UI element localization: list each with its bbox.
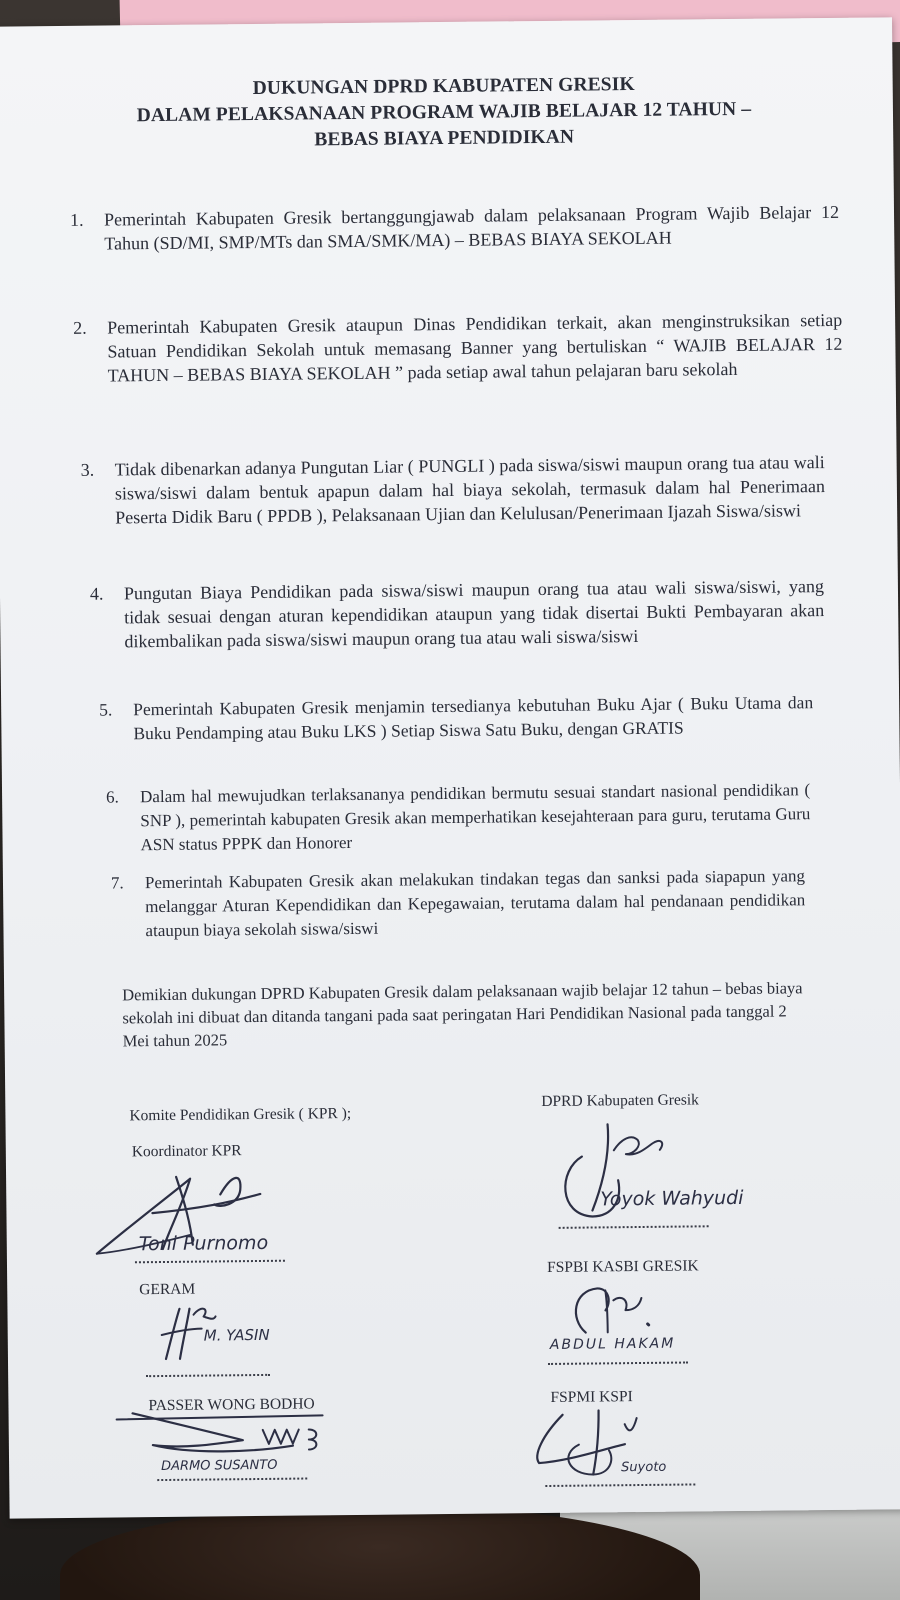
fspmi-kspi-label: FSPMI KSPI [550, 1388, 633, 1406]
document-title-line-2: DALAM PELAKSANAAN PROGRAM WAJIB BELAJAR 12 TAHUN – [136, 98, 752, 127]
list-item-number: 3. [80, 459, 95, 480]
geram-label: GERAM [139, 1280, 196, 1299]
list-item-text: Tidak dibenarkan adanya Pungutan Liar ( PUNGLI ) pada siswa/siswi maupun orang tua atau wali siswa/siswi dalam bentuk apapun dalam hal biaya sekolah, termasuk dalam hal Penerimaan Peserta Didik Baru ( PPDB ), Pelaksanaan Ujian dan Kelulusan/Penerimaan Ijazah Siswa/siswi [114, 452, 825, 528]
list-item-number: 1. [69, 209, 84, 230]
list-item-1 [69, 200, 840, 256]
list-item-text: Pungutan Biaya Pendidikan pada siswa/siswi maupun orang tua atau wali siswa/siswi, yang tidak sesuai dengan aturan kependidikan ataupun yang tidak disertai Bukti Pembayaran akan dikembalikan pada siswa/siswi maupun orang tua atau wali siswa/siswi [123, 576, 825, 652]
list-item-number: 5. [99, 699, 113, 720]
list-item-6 [105, 778, 811, 857]
fspmi-signature-line [545, 1483, 695, 1487]
dprd-label: DPRD Kabupaten Gresik [541, 1091, 699, 1111]
coordinator-name: Toni Purnomo [138, 1231, 269, 1256]
geram-signer-name: M. YASIN [203, 1325, 270, 1345]
list-item-4 [89, 574, 825, 653]
list-item-text: Pemerintah Kabupaten Gresik akan melakukan tindakan tegas dan sanksi pada siapapun yang melanggar Aturan Kependidikan dan Kepegawaian, terutama dalam hal pendanaan pendidikan ataupun biaya sekolah siswa/siswi [144, 866, 806, 941]
list-item-number: 6. [105, 787, 119, 807]
document-page [0, 17, 900, 1518]
list-item-7 [110, 864, 806, 943]
geram-signature-line [146, 1374, 270, 1377]
list-item-3 [80, 450, 826, 529]
fspbi-signature-line [548, 1362, 688, 1365]
list-item-number: 7. [110, 873, 124, 893]
dprd-signature [552, 1120, 683, 1231]
coordinator-role-label: Koordinator KPR [131, 1142, 242, 1161]
list-item-text: Pemerintah Kabupaten Gresik ataupun Dinas Pendidikan terkait, akan menginstruksikan setiap Satuan Pendidikan Sekolah untuk memasang Banner yang bertuliskan “ WAJIB BELAJAR 12 TAHUN – BEBAS BIAYA SEKOLAH ” pada setiap awal tahun pelajaran baru sekolah [107, 309, 843, 386]
fspmi-signer-name: Suyoto [621, 1459, 667, 1476]
dprd-signer-name: Yoyok Wahyudi [600, 1186, 744, 1211]
list-item-number: 4. [89, 583, 104, 604]
committee-label: Komite Pendidikan Gresik ( KPR ); [129, 1105, 352, 1125]
passer-signer-name: DARMO SUSANTO [161, 1457, 278, 1475]
passer-signature-line [157, 1478, 307, 1482]
document-title-line-1: DUKUNGAN DPRD KABUPATEN GRESIK [252, 73, 635, 99]
fspbi-signer-name: ABDUL HAKAM [549, 1335, 676, 1353]
closing-paragraph: Demikian dukungan DPRD Kabupaten Gresik dalam pelaksanaan wajib belajar 12 tahun – bebas biaya sekolah ini dibuat dan ditanda tangani pada saat peringatan Hari Pendidikan Nasional pada tanggal 2 Mei tahun 2025 [122, 978, 803, 1051]
list-item-number: 2. [73, 317, 87, 338]
document-title-line-3: BEBAS BIAYA PENDIDIKAN [314, 126, 575, 151]
fspbi-kasbi-label: FSPBI KASBI GRESIK [546, 1257, 699, 1276]
passer-wong-bodho-label: PASSER WONG BODHO [148, 1395, 315, 1415]
fspbi-signature [567, 1280, 678, 1341]
list-item-text: Dalam hal mewujudkan terlaksananya pendidikan bermutu sesuai standart nasional pendidikan ( SNP ), pemerintah kabupaten Gresik akan memperhatikan kesejahteraan para guru, terutama Guru ASN status PPPK dan Honorer [139, 780, 811, 855]
list-item-text: Pemerintah Kabupaten Gresik menjamin tersedianya kebutuhan Buku Ajar ( Buku Utama dan Buku Pendamping atau Buku LKS ) Setiap Siswa Satu Buku, dengan GRATIS [133, 692, 814, 744]
list-item-5 [99, 690, 814, 745]
list-item-text: Pemerintah Kabupaten Gresik bertanggungjawab dalam pelaksanaan Program Wajib Belajar 12 Tahun (SD/MI, SMP/MTs dan SMA/SMK/MA) – BEBAS BIAYA SEKOLAH [103, 201, 840, 254]
list-item-2 [73, 308, 843, 388]
